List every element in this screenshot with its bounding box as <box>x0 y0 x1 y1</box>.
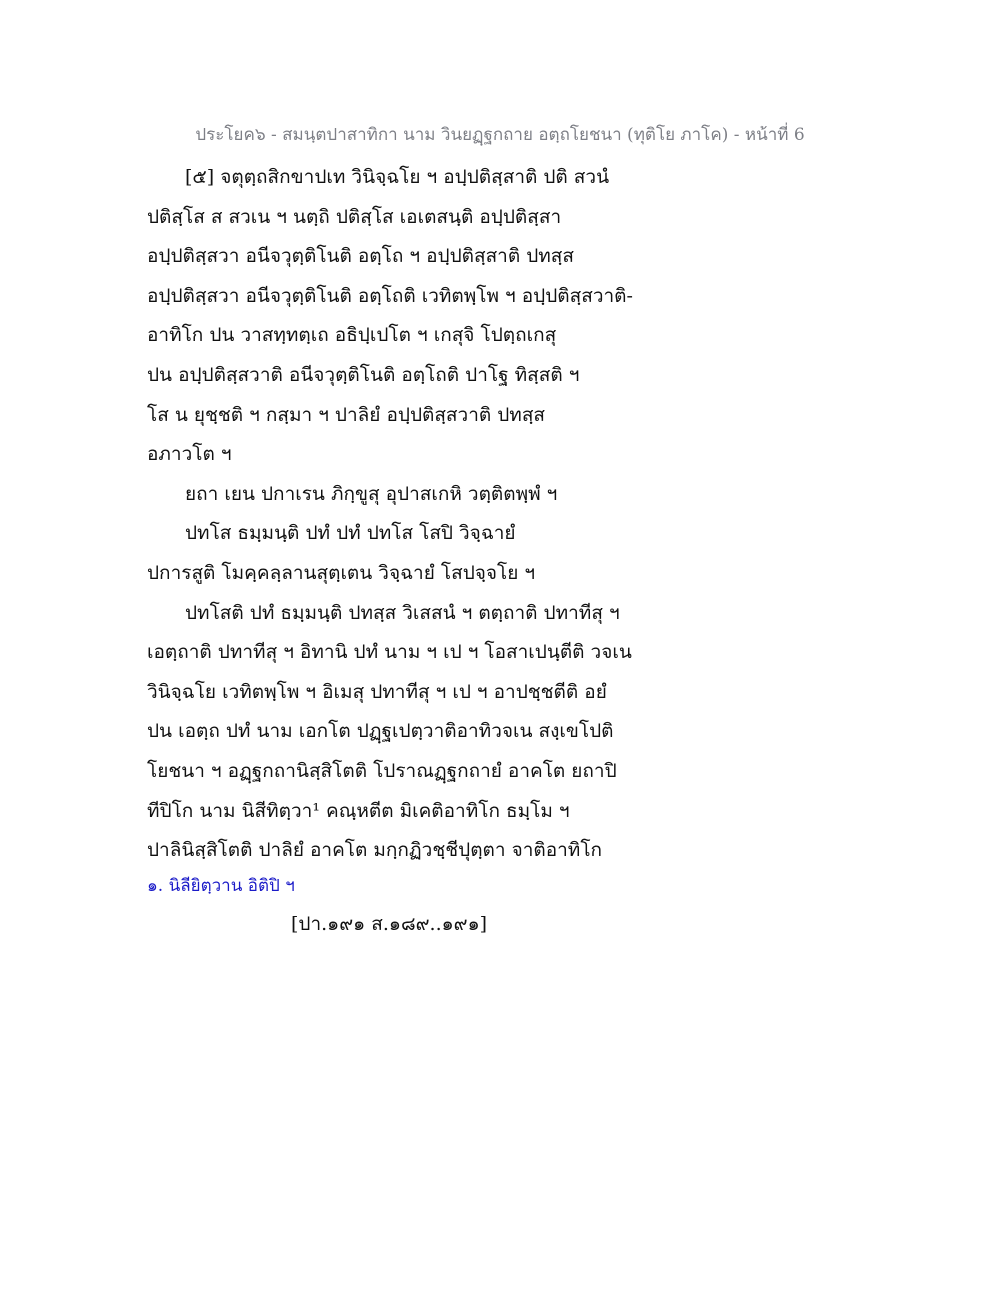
text-line: โส น ยุชฺชติ ฯ กสฺมา ฯ ปาลิยํ อปฺปติสฺสวาติ ปทสฺส <box>147 403 546 426</box>
text-line: อภาวโต ฯ <box>147 443 232 466</box>
text-line: ปน เอตฺถ ปทํ นาม เอกโต ปฏฺฐเปตฺวาติอาทิวจเน สงฺเขโปติ <box>147 720 614 743</box>
body-text <box>147 158 667 871</box>
text-line: ปทโส ธมฺมนฺติ ปทํ ปทํ ปทโส โสปิ วิจฺฉายํ <box>185 522 516 545</box>
text-line: ปการสูติ โมคฺคลฺลานสุตฺเตน วิจฺฉายํ โสปจฺจโย ฯ <box>147 561 536 584</box>
text-line: อปฺปติสฺสวา อนีจวุตฺติโนติ อตฺโถ ฯ อปฺปติสฺสาติ ปทสฺส <box>147 245 574 268</box>
text-line: [๕] จตุตฺถสิกขาปเท วินิจฺฉโย ฯ อปฺปติสฺสาติ ปติ สวนํ <box>185 166 610 188</box>
text-line: ปน อปฺปติสฺสวาติ อนีจวุตฺติโนติ อตฺโถติ ปาโฐ ทิสฺสติ ฯ <box>147 363 580 386</box>
text-line: ทีปิโก นาม นิสีทิตฺวา¹ คณฺหตีต มิเคติอาทิโก ธมฺโม ฯ <box>147 799 570 822</box>
text-line: เอตฺถาติ ปทาทีสุ ฯ อิทานิ ปทํ นาม ฯ เป ฯ โอสาเปนฺตีติ วจเน <box>147 641 632 664</box>
text-line: โยชนา ฯ อฏฺฐกถานิสฺสิโตติ โปราณฏฺฐกถายํ อาคโต ยถาปิ <box>147 759 617 782</box>
page-reference: [ปา.๑๙๑ ส.๑๘๙..๑๙๑] <box>291 913 488 935</box>
page-header: ประโยค๖ - สมนฺตปาสาทิกา นาม วินยฏฺฐกถาย อตฺถโยชนา (ทุติโย ภาโค) - หน้าที่ 6 <box>195 125 805 145</box>
text-line: ปทโสติ ปทํ ธมฺมนฺติ ปทสฺส วิเสสนํ ฯ ตตฺถาติ ปทาทีสุ ฯ <box>185 601 620 624</box>
text-line: วินิจฺฉโย เวทิตพฺโพ ฯ อิเมสุ ปทาทีสุ ฯ เป ฯ อาปชฺชตีติ อยํ <box>147 680 607 703</box>
text-line: ปติสฺโส ส สวเน ฯ นตฺถิ ปติสฺโส เอเตสนฺติ อปฺปติสฺสา <box>147 205 562 228</box>
text-line: ยถา เยน ปกาเรน ภิกฺขูสุ อุปาสเกหิ วตฺติตพฺพํ ฯ <box>185 482 558 505</box>
text-line: อปฺปติสฺสวา อนีจวุตฺติโนติ อตฺโถติ เวทิตพฺโพ ฯ อปฺปติสฺสวาติ- <box>147 284 633 307</box>
text-line: ปาลินิสฺสิโตติ ปาลิยํ อาคโต มกฺกฏิวชฺชีปุตฺตา จาติอาทิโก <box>147 839 603 862</box>
text-line: อาทิโก ปน วาสทฺทตฺเถ อธิปฺเปโต ฯ เกสุจิ โปตฺถเกสุ <box>147 324 557 347</box>
footnote: ๑. นิลียิตฺวาน อิติปิ ฯ <box>147 876 295 896</box>
